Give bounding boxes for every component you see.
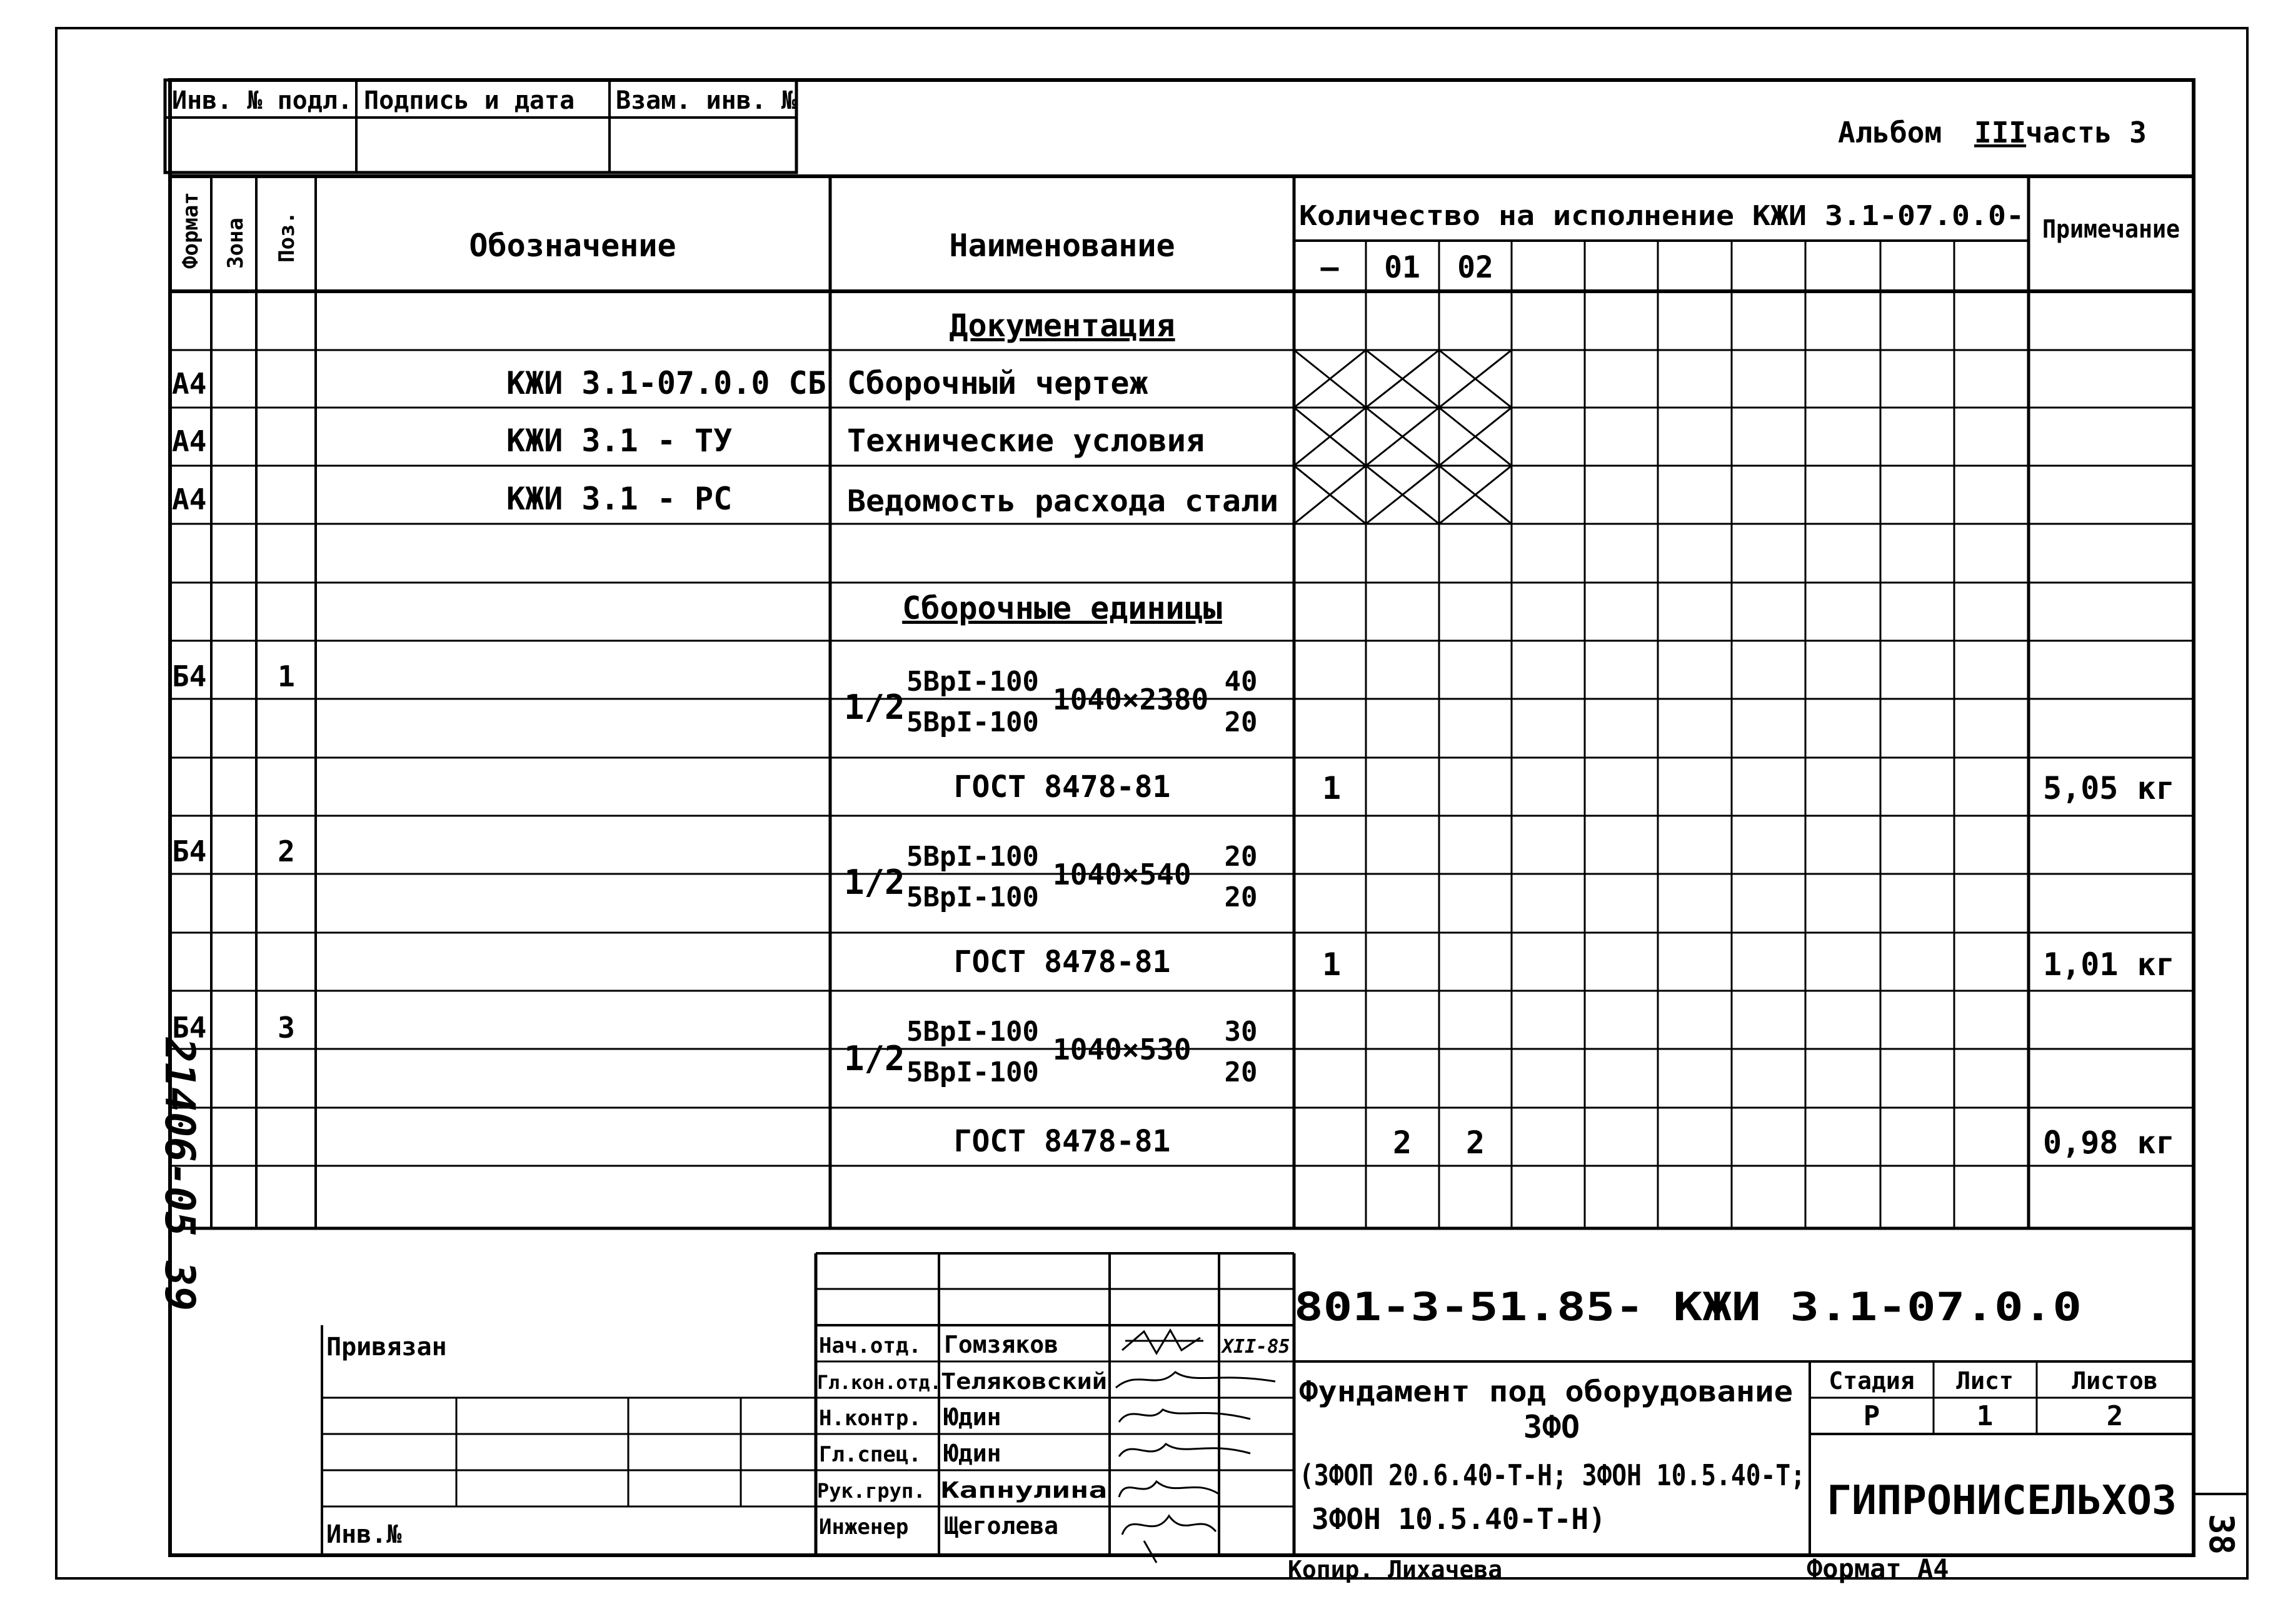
unit-3-frac-top: 30 xyxy=(1224,1016,1258,1048)
stage-label: Стадия xyxy=(1829,1367,1915,1395)
signature-name: Капнулина xyxy=(941,1478,1107,1503)
unit-3-numerator: 5ВрI-100 xyxy=(906,1016,1039,1048)
doc-3-designation: КЖИ 3.1 - РС xyxy=(506,481,733,517)
unit-1-denominator: 5ВрI-100 xyxy=(906,706,1039,738)
unit-2-gost: ГОСТ 8478-81 xyxy=(953,945,1171,980)
signature-role: Гл.кон.отд. xyxy=(817,1372,941,1394)
unit-3-frac-bottom: 20 xyxy=(1224,1056,1258,1088)
unit-1-note: 5,05 кг xyxy=(2043,770,2175,806)
unit-2-note: 1,01 кг xyxy=(2043,946,2175,983)
signature-name: Юдин xyxy=(944,1403,1001,1431)
unit-1-frac-bottom: 20 xyxy=(1224,706,1258,738)
bound-label: Привязан xyxy=(326,1333,447,1361)
header-variant-01: 01 xyxy=(1384,250,1420,285)
unit-1-dims: 1040×2380 xyxy=(1053,683,1209,716)
unit-3-qty-01: 2 xyxy=(1392,1125,1412,1161)
section-documentation: Документация xyxy=(949,308,1175,344)
document-code: 801-3-51.85- КЖИ 3.1-07.0.0 xyxy=(1294,1284,2082,1330)
page-number: 38 xyxy=(2202,1514,2241,1555)
sheet-format: Формат А4 xyxy=(1807,1553,1949,1584)
album-label: Альбом xyxy=(1838,116,1942,149)
signature-role: Гл.спец. xyxy=(819,1442,921,1467)
header-name: Наименование xyxy=(949,228,1175,264)
header-variant-base: — xyxy=(1320,250,1339,285)
unit-2-pos: 2 xyxy=(278,835,295,868)
signature-name: Теляковский xyxy=(941,1369,1107,1395)
signature-name: Щеголева xyxy=(944,1512,1059,1540)
header-variant-02: 02 xyxy=(1457,250,1493,285)
doc-2-format: А4 xyxy=(172,424,207,458)
title-line-3: (3ФОП 20.6.40-Т-Н; 3ФОН 10.5.40-Т; xyxy=(1299,1458,1805,1492)
doc-2-designation: КЖИ 3.1 - ТУ xyxy=(506,423,733,459)
side-stamp-number: 21406-05 39 xyxy=(156,1038,204,1311)
doc-3-name: Ведомость расхода стали xyxy=(847,484,1278,519)
unit-3-denominator: 5ВрI-100 xyxy=(906,1056,1039,1088)
unit-1-numerator: 5ВрI-100 xyxy=(906,666,1039,698)
copied-by: Копир. Лихачева xyxy=(1288,1556,1503,1583)
album-part: часть 3 xyxy=(2025,116,2147,149)
doc-2-name: Технические условия xyxy=(847,423,1205,459)
signature-role: Рук.груп. xyxy=(817,1479,926,1503)
stage-value: Р xyxy=(1863,1400,1880,1432)
section-assembly-units: Сборочные единицы xyxy=(902,590,1222,626)
header-note: Примечание xyxy=(2042,215,2180,244)
unit-1-half: 1/2 xyxy=(844,688,905,727)
signature-name: Гомзяков xyxy=(944,1331,1059,1358)
title-line-1: Фундамент под оборудование xyxy=(1299,1375,1793,1408)
unit-3-pos: 3 xyxy=(278,1011,295,1045)
doc-1-name: Сборочный чертеж xyxy=(847,365,1148,401)
doc-3-format: А4 xyxy=(172,483,207,516)
organization-name: ГИПРОНИСЕЛЬХОЗ xyxy=(1827,1478,2177,1524)
header-quantity: Количество на исполнение КЖИ 3.1-07.0.0- xyxy=(1299,200,2024,232)
unit-1-format: Б4 xyxy=(172,659,207,693)
unit-2-qty-base: 1 xyxy=(1322,946,1342,983)
unit-1-gost: ГОСТ 8478-81 xyxy=(953,769,1171,804)
unit-2-dims: 1040×540 xyxy=(1053,858,1192,891)
signature-role: Нач.отд. xyxy=(819,1333,921,1358)
unit-1-frac-top: 40 xyxy=(1224,666,1258,698)
unit-3-qty-02: 2 xyxy=(1465,1125,1485,1161)
title-line-2: 3ФО xyxy=(1523,1409,1580,1445)
header-format: Формат xyxy=(178,192,203,269)
approval-inv-header: Инв. № подл. xyxy=(172,86,353,115)
header-pos: Поз. xyxy=(274,211,299,263)
sheets-value: 2 xyxy=(2106,1400,2124,1432)
unit-3-note: 0,98 кг xyxy=(2043,1125,2175,1161)
unit-3-gost: ГОСТ 8478-81 xyxy=(953,1124,1171,1159)
unit-2-numerator: 5ВрI-100 xyxy=(906,841,1039,873)
header-designation: Обозначение xyxy=(469,228,676,264)
signature-date: XII-85 xyxy=(1222,1336,1290,1358)
signature-role: Н.контр. xyxy=(819,1406,921,1431)
unit-3-format: Б4 xyxy=(172,1011,207,1045)
approval-replace-header: Взам. инв. № xyxy=(616,86,796,115)
sheet-label: Лист xyxy=(1956,1367,2014,1395)
header-zone: Зона xyxy=(223,218,248,269)
unit-2-frac-bottom: 20 xyxy=(1224,881,1258,913)
unit-2-frac-top: 20 xyxy=(1224,841,1258,873)
unit-1-pos: 1 xyxy=(278,659,295,693)
album-header xyxy=(1838,116,2147,149)
unit-3-dims: 1040×530 xyxy=(1053,1033,1192,1066)
unit-2-format: Б4 xyxy=(172,835,207,868)
signature-role: Инженер xyxy=(819,1515,909,1540)
album-roman: III xyxy=(1974,116,2027,149)
title-line-4: 3ФОН 10.5.40-Т-Н) xyxy=(1312,1502,1606,1536)
unit-3-half: 1/2 xyxy=(844,1039,905,1078)
inventory-label: Инв.№ xyxy=(326,1520,402,1549)
approval-signature-header: Подпись и дата xyxy=(364,86,575,115)
sheet-value: 1 xyxy=(1976,1400,1994,1432)
doc-1-designation: КЖИ 3.1-07.0.0 СБ xyxy=(506,365,826,401)
unit-2-denominator: 5ВрI-100 xyxy=(906,881,1039,913)
unit-1-qty-base: 1 xyxy=(1322,770,1342,806)
doc-1-format: А4 xyxy=(172,367,207,401)
sheets-label: Листов xyxy=(2072,1367,2158,1395)
unit-2-half: 1/2 xyxy=(844,863,905,902)
signature-name: Юдин xyxy=(944,1440,1001,1467)
